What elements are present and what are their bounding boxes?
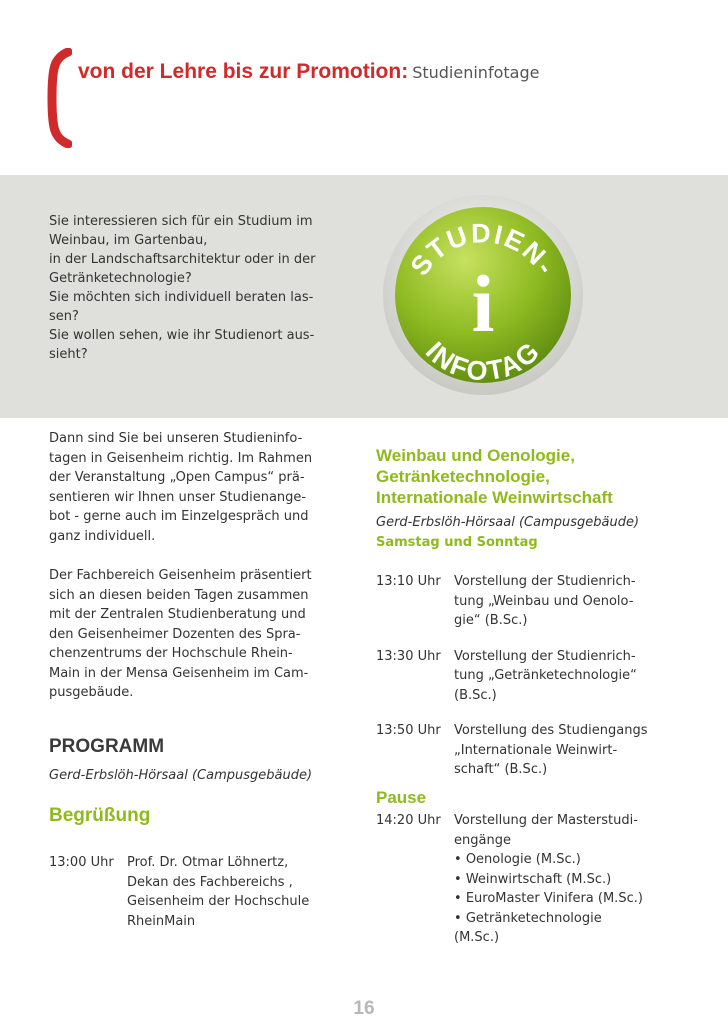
- intro-line: Getränketechnologie?: [49, 271, 192, 286]
- intro-line: sieht?: [49, 347, 88, 362]
- bracket-icon: [44, 48, 72, 148]
- right-location: Gerd-Erbslöh-Hörsaal (Campusgebäude): [376, 515, 640, 530]
- para2-line: Der Fachbereich Geisenheim präsentiert: [49, 568, 312, 583]
- intro-line: Weinbau, im Gartenbau,: [49, 233, 208, 248]
- welcome-line: Geisenheim der Hochschule: [127, 894, 310, 909]
- para2-line: chenzentrums der Hochschule Rhein-: [49, 646, 293, 661]
- slot-desc: [454, 647, 696, 706]
- right-heading-line: Internationale Weinwirtschaft: [376, 488, 613, 507]
- slot-row: [376, 647, 696, 706]
- para2-line: mit der Zentralen Studienberatung und: [49, 607, 306, 622]
- welcome-time: 13:00 Uhr: [49, 855, 114, 870]
- slot-line: tung „Getränketechnologie“: [454, 668, 637, 683]
- right-days: Samstag und Sonntag: [376, 534, 538, 550]
- welcome-line: RheinMain: [127, 913, 196, 929]
- intro-line: in der Landschaftsarchitektur oder in der: [49, 252, 316, 267]
- welcome-heading: Begrüßung: [49, 804, 151, 826]
- slot-line: „Internationale Weinwirt-: [454, 742, 618, 758]
- para2-line: Main in der Mensa Geisenheim im Cam-: [49, 665, 309, 681]
- slot-desc: [454, 572, 696, 631]
- para1-line: sentieren wir Ihnen unser Studienange-: [49, 489, 307, 505]
- slot-time: 13:10 Uhr: [376, 574, 441, 589]
- slot-desc: [454, 721, 696, 780]
- program-location: Gerd-Erbslöh-Hörsaal (Campusgebäude): [49, 768, 313, 783]
- master-item: • Oenologie (M.Sc.): [454, 850, 696, 870]
- slot-row: [376, 721, 696, 780]
- title-light: Studieninfotage: [412, 63, 540, 82]
- right-column: [376, 445, 696, 948]
- program-heading: PROGRAMM: [49, 735, 165, 757]
- intro-line: Sie möchten sich individuell beraten las-: [49, 290, 314, 305]
- slot-line: schaft“ (B.Sc.): [454, 762, 548, 777]
- left-column: [49, 429, 349, 931]
- page-number: 16: [353, 998, 375, 1019]
- paragraph-gap: [49, 546, 349, 566]
- intro-line: sen?: [49, 309, 79, 324]
- badge-info-icon: i: [471, 258, 495, 349]
- welcome-line: Prof. Dr. Otmar Löhnertz,: [127, 855, 289, 870]
- slot-line: (B.Sc.): [454, 687, 497, 703]
- slot-desc: [454, 811, 696, 948]
- slot-line: Vorstellung der Masterstudi-: [454, 813, 638, 828]
- title-bold: von der Lehre bis zur Promotion:: [78, 60, 409, 83]
- para2-line: sich an diesen beiden Tagen zusammen: [49, 587, 309, 603]
- slot-time: 13:30 Uhr: [376, 648, 441, 664]
- slot-time: 14:20 Uhr: [376, 813, 441, 828]
- studieninfotag-badge: [376, 185, 591, 400]
- para2-line: pusgebäude.: [49, 685, 134, 700]
- right-heading-line: Weinbau und Oenologie,: [376, 446, 575, 465]
- intro-line: Sie interessieren sich für ein Studium im: [49, 214, 313, 229]
- para1-line: tagen in Geisenheim richtig. Im Rahmen: [49, 450, 313, 466]
- para2-line: den Geisenheimer Dozenten des Spra-: [49, 626, 301, 642]
- badge-top-text: STUDIEN-: [404, 218, 562, 282]
- slot-line: engänge: [454, 832, 511, 848]
- intro-line: Sie wollen sehen, wie ihr Studienort aus-: [49, 328, 315, 343]
- welcome-line: Dekan des Fachbereichs ,: [127, 874, 293, 890]
- pause-heading: Pause: [376, 787, 427, 807]
- slot-line: (M.Sc.): [454, 930, 500, 945]
- page-title: [78, 60, 539, 84]
- slot-time: 13:50 Uhr: [376, 723, 441, 738]
- right-heading-line: Getränketechnologie,: [376, 467, 550, 486]
- welcome-row: [49, 853, 349, 931]
- para1-line: der Veranstaltung „Open Campus“ prä-: [49, 470, 305, 485]
- slot-line: Vorstellung der Studienrich-: [454, 574, 636, 589]
- para1-line: Dann sind Sie bei unseren Studieninfo-: [49, 431, 303, 446]
- slot-row: [376, 811, 696, 948]
- welcome-desc: [127, 853, 349, 931]
- slot-line: tung „Weinbau und Oenolo-: [454, 593, 634, 609]
- slot-line: Vorstellung des Studiengangs: [454, 723, 648, 738]
- master-item: • Getränketechnologie: [454, 909, 696, 929]
- master-list: [454, 850, 696, 928]
- para1-line: ganz individuell.: [49, 528, 156, 544]
- page-header: [0, 0, 728, 175]
- para1-line: bot - gerne auch im Einzelgespräch und: [49, 509, 309, 524]
- slot-line: gie“ (B.Sc.): [454, 613, 528, 628]
- master-item: • EuroMaster Vinifera (M.Sc.): [454, 889, 696, 909]
- slot-row: [376, 572, 696, 631]
- badge-bottom-text: INFOTAG: [419, 335, 547, 387]
- slot-line: Vorstellung der Studienrich-: [454, 648, 636, 664]
- intro-text: [49, 212, 354, 364]
- master-item: • Weinwirtschaft (M.Sc.): [454, 870, 696, 890]
